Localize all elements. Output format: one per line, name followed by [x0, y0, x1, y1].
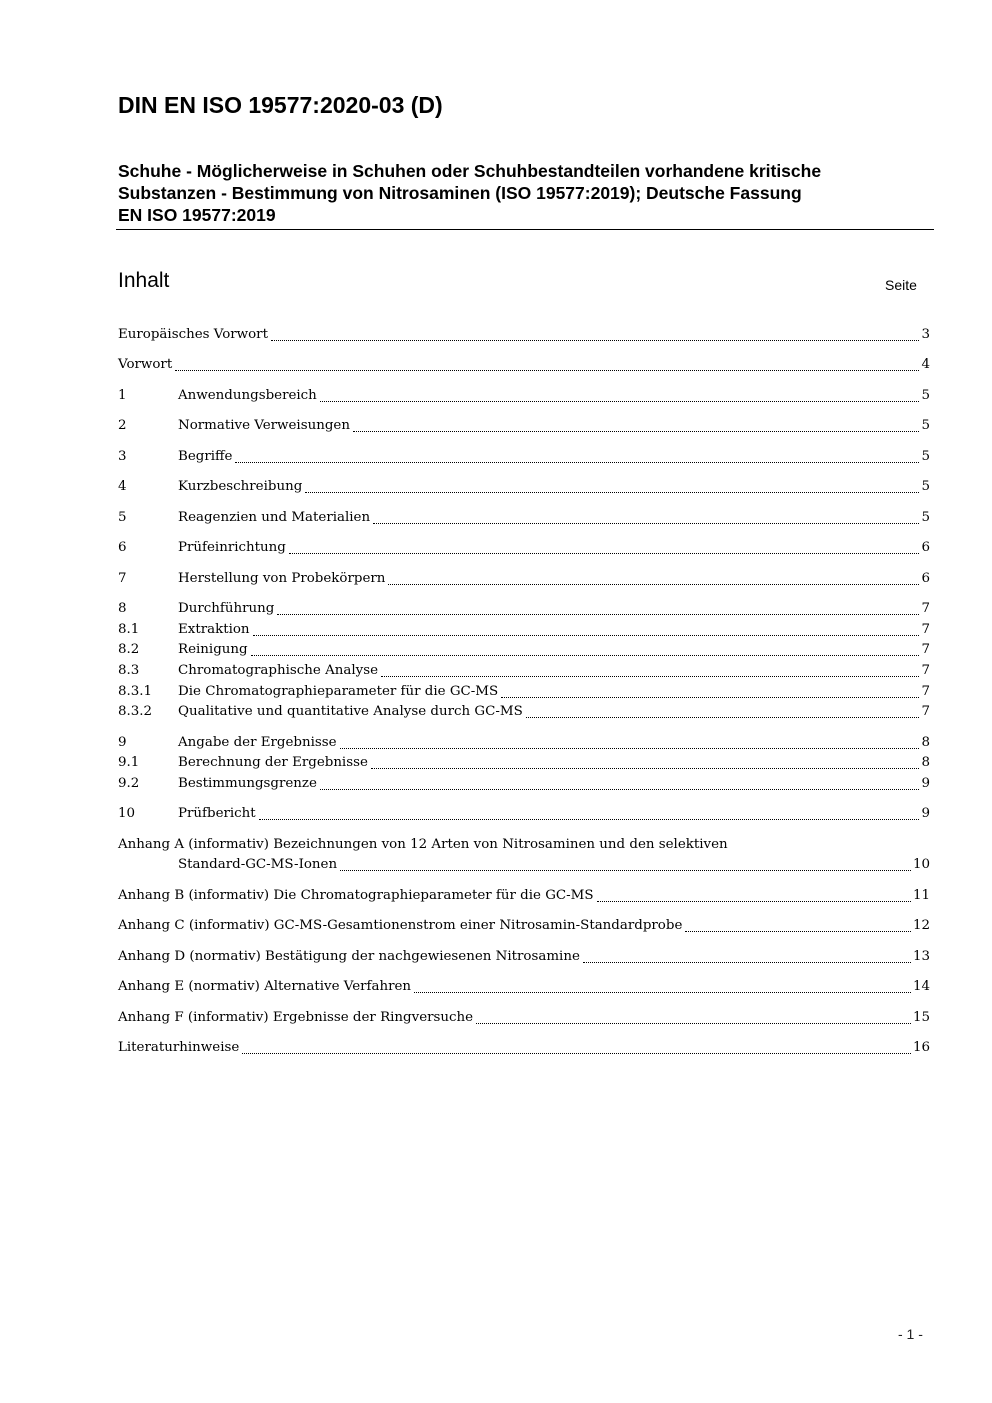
toc-entry-label: Angabe der Ergebnisse	[178, 735, 337, 750]
toc-entry-number: 8	[118, 601, 127, 616]
toc-entry-number: 5	[118, 510, 127, 525]
toc-entry-label: Bestimmungsgrenze	[178, 776, 317, 791]
toc-entry-label: Anhang D (normativ) Bestätigung der nachgewiesenen Nitrosamine	[118, 949, 580, 964]
toc-entry-page: 3	[921, 327, 930, 342]
toc-entry-anhang-c[interactable]	[118, 916, 930, 936]
toc-entry-4[interactable]	[118, 477, 930, 497]
toc-entry-number: 9.2	[118, 776, 140, 791]
toc-entry-anhang-f[interactable]	[118, 1008, 930, 1028]
toc-entry-6[interactable]	[118, 538, 930, 558]
subtitle-line-2: Substanzen - Bestimmung von Nitrosaminen (ISO 19577:2019); Deutsche Fassung	[118, 183, 802, 203]
toc-entry-page: 8	[921, 755, 930, 770]
toc-entry-page: 6	[921, 571, 930, 586]
toc-leader-dots	[340, 870, 911, 871]
toc-leader-dots	[175, 370, 919, 371]
document-subtitle	[118, 160, 933, 226]
toc-leader-dots	[501, 697, 919, 698]
toc-entry-page: 13	[912, 949, 930, 964]
toc-leader-dots	[251, 655, 920, 656]
toc-leader-dots	[381, 676, 919, 677]
toc-entry-label: Chromatographische Analyse	[178, 663, 378, 678]
subtitle-line-3: EN ISO 19577:2019	[118, 205, 276, 225]
toc-entry-page: 9	[921, 806, 930, 821]
toc-entry-number: 9	[118, 735, 127, 750]
toc-entry-number: 8.1	[118, 622, 140, 637]
toc-page-column-heading: Seite	[885, 277, 917, 293]
toc-leader-dots	[353, 431, 920, 432]
toc-entry-page: 16	[912, 1040, 930, 1055]
toc-entry-page: 5	[921, 510, 930, 525]
document-title: DIN EN ISO 19577:2020-03 (D)	[118, 92, 443, 118]
toc-leader-dots	[388, 584, 919, 585]
toc-entry-page: 11	[912, 888, 930, 903]
toc-entry-label: Anhang F (informativ) Ergebnisse der Ringversuche	[118, 1010, 474, 1025]
toc-entry-label: Extraktion	[178, 622, 250, 637]
toc-entry-8-3[interactable]	[118, 661, 930, 681]
toc-entry-page: 7	[921, 704, 930, 719]
toc-entry-anhang-b[interactable]	[118, 886, 930, 906]
toc-leader-dots	[373, 523, 919, 524]
toc-entry-page: 7	[921, 601, 930, 616]
toc-leader-dots	[320, 789, 920, 790]
toc-entry-number: 3	[118, 449, 127, 464]
toc-entry-label: Anhang B (informativ) Die Chromatographieparameter für die GC-MS	[118, 888, 594, 903]
toc-entry-number: 2	[118, 418, 127, 433]
toc-entry-label: Literaturhinweise	[118, 1040, 240, 1055]
toc-entry-number: 4	[118, 479, 127, 494]
toc-leader-dots	[259, 819, 920, 820]
toc-entry-number: 9.1	[118, 755, 140, 770]
toc-entry-page: 9	[921, 776, 930, 791]
toc-entry-page: 4	[921, 357, 930, 372]
toc-leader-dots	[253, 635, 920, 636]
toc-entry-label: Anhang C (informativ) GC-MS-Gesamtionenstrom einer Nitrosamin-Standardprobe	[118, 918, 683, 933]
toc-entry-8[interactable]	[118, 599, 930, 619]
toc-entry-label: Reinigung	[178, 642, 248, 657]
toc-entry-label: Reagenzien und Materialien	[178, 510, 371, 525]
toc-leader-dots	[371, 768, 920, 769]
toc-entry-label: Herstellung von Probekörpern	[178, 571, 386, 586]
toc-leader-dots	[414, 992, 911, 993]
toc-entry-number: 8.2	[118, 642, 140, 657]
toc-entry-label: Anhang A (informativ) Bezeichnungen von 12 Arten von Nitrosaminen und den selektiven	[118, 837, 728, 852]
toc-leader-dots	[242, 1053, 911, 1054]
toc-entry-literaturhinweise[interactable]	[118, 1038, 930, 1058]
toc-entry-vorwort[interactable]	[118, 355, 930, 375]
toc-leader-dots	[235, 462, 919, 463]
toc-entry-page: 6	[921, 540, 930, 555]
subtitle-line-1: Schuhe - Möglicherweise in Schuhen oder Schuhbestandteilen vorhandene kritische	[118, 161, 822, 181]
toc-entry-number: 8.3.1	[118, 684, 153, 699]
toc-leader-dots	[685, 931, 911, 932]
toc-leader-dots	[289, 553, 920, 554]
title-divider	[116, 229, 934, 230]
toc-entry-number: 10	[118, 806, 136, 821]
toc-entry-page: 15	[912, 1010, 930, 1025]
toc-entry-page: 7	[921, 663, 930, 678]
toc-entry-2[interactable]	[118, 416, 930, 436]
toc-entry-label: Prüfeinrichtung	[178, 540, 286, 555]
toc-entry-number: 6	[118, 540, 127, 555]
toc-entry-page: 5	[921, 449, 930, 464]
toc-entry-label: Qualitative und quantitative Analyse durch GC-MS	[178, 704, 523, 719]
toc-leader-dots	[305, 492, 919, 493]
toc-leader-dots	[526, 717, 920, 718]
toc-entry-anhang-e[interactable]	[118, 977, 930, 997]
toc-leader-dots	[476, 1023, 911, 1024]
toc-leader-dots	[271, 340, 920, 341]
toc-entry-anhang-a-continuation[interactable]	[118, 855, 930, 875]
toc-entry-9-2[interactable]	[118, 774, 930, 794]
toc-entry-label: Kurzbeschreibung	[178, 479, 303, 494]
toc-leader-dots	[583, 962, 911, 963]
toc-leader-dots	[320, 401, 920, 402]
toc-entry-number: 7	[118, 571, 127, 586]
toc-entry-1[interactable]	[118, 386, 930, 406]
toc-entry-number: 8.3.2	[118, 704, 153, 719]
toc-entry-label: Berechnung der Ergebnisse	[178, 755, 368, 770]
toc-leader-dots	[340, 748, 920, 749]
toc-entry-page: 12	[912, 918, 930, 933]
toc-entry-page: 14	[912, 979, 930, 994]
toc-entry-page: 5	[921, 388, 930, 403]
toc-heading: Inhalt	[118, 269, 170, 292]
toc-entry-page: 8	[921, 735, 930, 750]
toc-entry-europaeisches-vorwort[interactable]	[118, 325, 930, 345]
toc-entry-8-2[interactable]	[118, 640, 930, 660]
toc-entry-label: Anhang E (normativ) Alternative Verfahren	[118, 979, 412, 994]
toc-leader-dots	[597, 901, 911, 902]
toc-entry-page: 5	[921, 479, 930, 494]
toc-entry-label: Prüfbericht	[178, 806, 256, 821]
toc-entry-anhang-a[interactable]	[118, 835, 930, 855]
toc-entry-label: Anwendungsbereich	[178, 388, 317, 403]
toc-entry-label: Begriffe	[178, 449, 233, 464]
toc-entry-10[interactable]	[118, 804, 930, 824]
toc-entry-5[interactable]	[118, 508, 930, 528]
toc-leader-dots	[277, 614, 919, 615]
toc-entry-label: Vorwort	[118, 357, 173, 372]
toc-entry-number: 1	[118, 388, 127, 403]
toc-entry-3[interactable]	[118, 447, 930, 467]
toc-entry-label: Europäisches Vorwort	[118, 327, 268, 342]
toc-entry-number: 8.3	[118, 663, 140, 678]
page-number: - 1 -	[898, 1326, 923, 1342]
toc-entry-8-1[interactable]	[118, 620, 930, 640]
toc-entry-8-3-2[interactable]	[118, 702, 930, 722]
toc-entry-page: 7	[921, 684, 930, 699]
toc-entry-label: Die Chromatographieparameter für die GC-MS	[178, 684, 499, 699]
toc-entry-page: 5	[921, 418, 930, 433]
toc-entry-label: Standard-GC-MS-Ionen	[178, 857, 338, 872]
toc-entry-page: 7	[921, 622, 930, 637]
toc-entry-9-1[interactable]	[118, 753, 930, 773]
toc-entry-anhang-d[interactable]	[118, 947, 930, 967]
toc-entry-8-3-1[interactable]	[118, 682, 930, 702]
toc-entry-label: Normative Verweisungen	[178, 418, 350, 433]
toc-entry-page: 10	[912, 857, 930, 872]
toc-entry-label: Durchführung	[178, 601, 275, 616]
toc-entry-9[interactable]	[118, 733, 930, 753]
toc-entry-page: 7	[921, 642, 930, 657]
toc-entry-7[interactable]	[118, 569, 930, 589]
